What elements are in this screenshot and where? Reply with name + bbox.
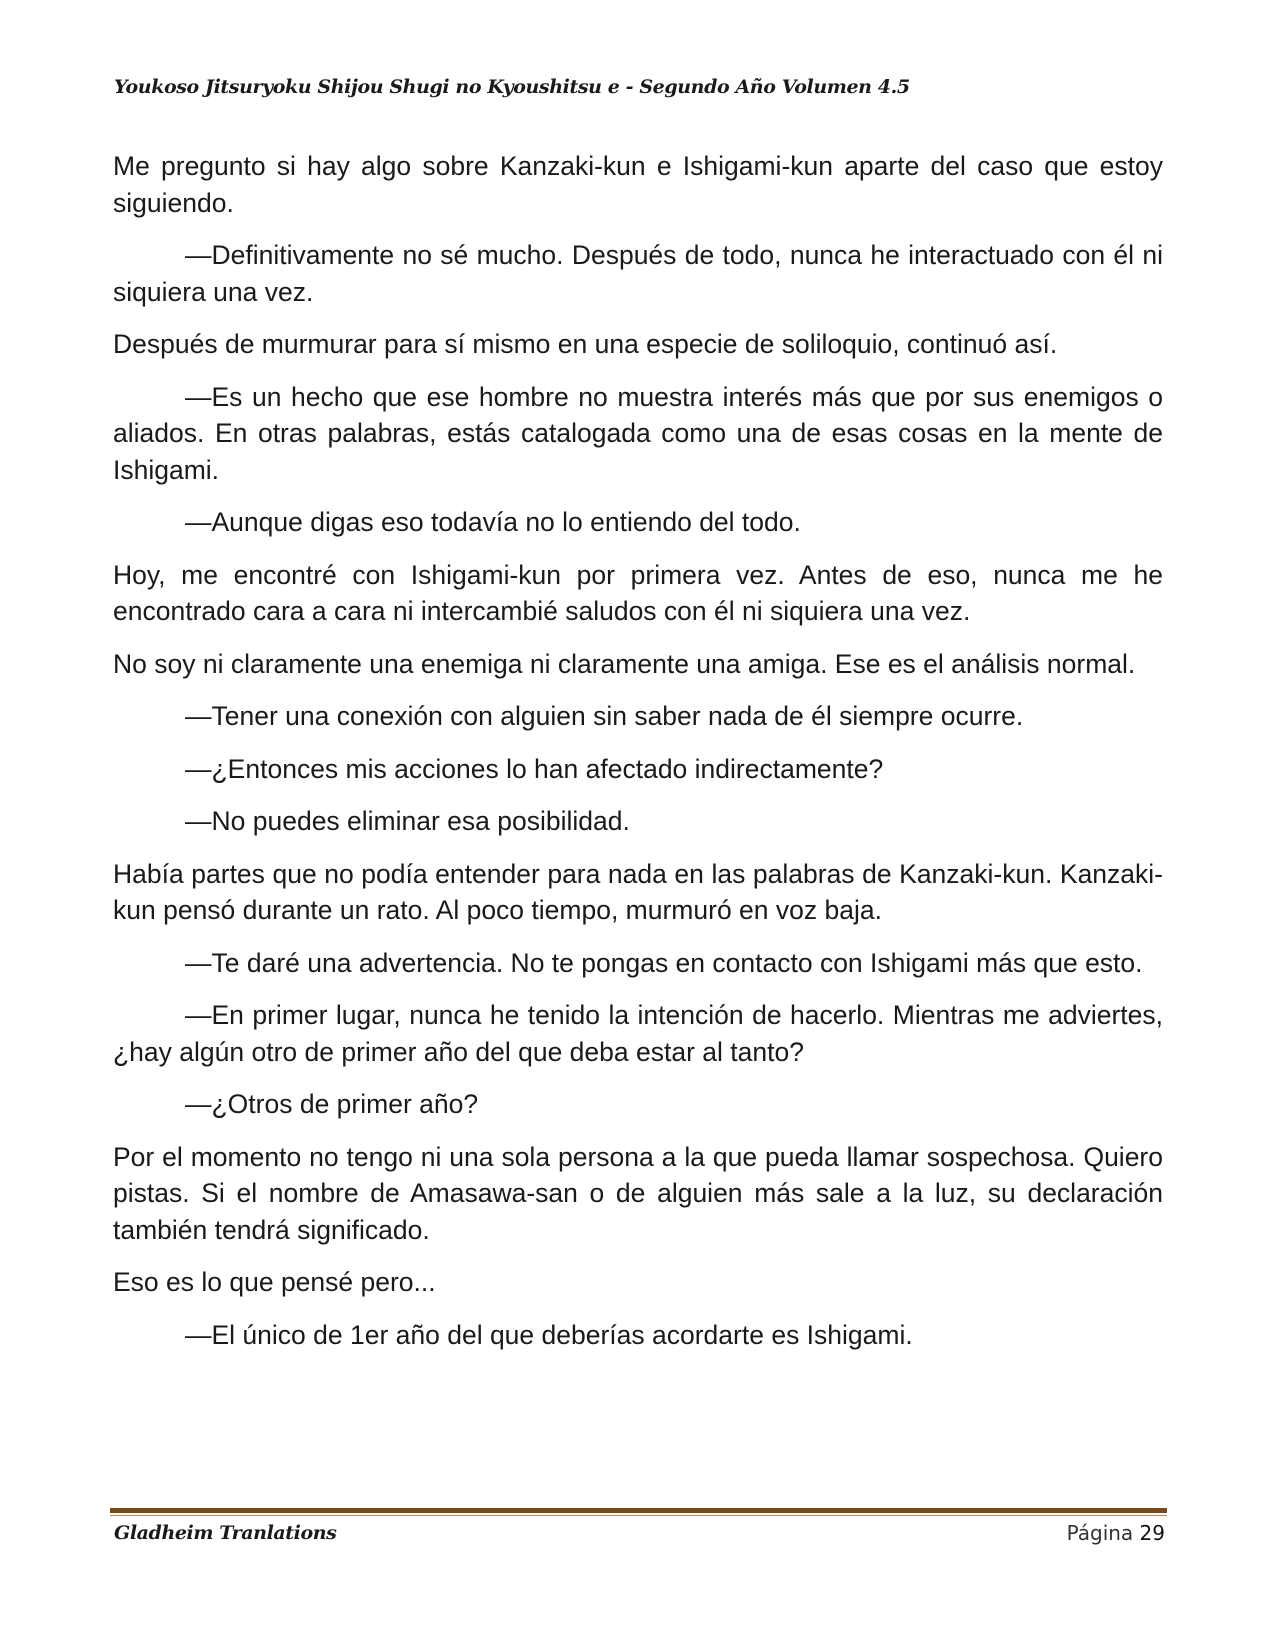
footer-rule-thick xyxy=(110,1508,1167,1513)
paragraph: —Te daré una advertencia. No te pongas en contacto con Ishigami más que esto. xyxy=(185,947,1143,978)
paragraph: Hoy, me encontré con Ishigami-kun por primera vez. Antes de eso, nunca me he encontrado cara a cara ni intercambié saludos con él ni siquiera una vez. xyxy=(113,559,1163,626)
page-label: Página xyxy=(1066,1521,1134,1545)
paragraph: Eso es lo que pensé pero... xyxy=(113,1267,436,1297)
footer-rule xyxy=(110,1508,1167,1516)
running-header: Youkoso Jitsuryoku Shijou Shugi no Kyoushitsu e - Segundo Año Volumen 4.5 xyxy=(114,76,910,98)
paragraph: —En primer lugar, nunca he tenido la intención de hacerlo. Mientras me adviertes, ¿hay algún otro de primer año del que deba estar al tanto? xyxy=(113,1000,1163,1067)
paragraph: No soy ni claramente una enemiga ni claramente una amiga. Ese es el análisis normal. xyxy=(113,648,1136,679)
paragraph: —¿Entonces mis acciones lo han afectado indirectamente? xyxy=(185,753,884,784)
body-text xyxy=(113,148,1163,1369)
paragraph: —Tener una conexión con alguien sin saber nada de él siempre ocurre. xyxy=(185,701,1024,731)
page-number: 29 xyxy=(1139,1521,1165,1545)
paragraph: Por el momento no tengo ni una sola persona a la que pueda llamar sospechosa. Quiero pistas. Si el nombre de Amasawa-san o de alguien más sale a la luz, su declaración también tendrá significado. xyxy=(113,1141,1163,1245)
footer-page xyxy=(1067,1521,1165,1545)
paragraph: Me pregunto si hay algo sobre Kanzaki-kun e Ishigami-kun aparte del caso que estoy siguiendo. xyxy=(113,151,1163,218)
paragraph: Después de murmurar para sí mismo en una especie de soliloquio, continuó así. xyxy=(113,329,1058,359)
paragraph: —No puedes eliminar esa posibilidad. xyxy=(185,806,630,836)
footer-rule-thin xyxy=(110,1515,1167,1516)
paragraph: Había partes que no podía entender para nada en las palabras de Kanzaki-kun. Kanzaki-kun pensó durante un rato. Al poco tiempo, murmuró en voz baja. xyxy=(113,858,1163,925)
paragraph: —¿Otros de primer año? xyxy=(185,1089,479,1119)
paragraph: —Definitivamente no sé mucho. Después de todo, nunca he interactuado con él ni siquiera una vez. xyxy=(113,240,1163,307)
paragraph: —Aunque digas eso todavía no lo entiendo del todo. xyxy=(185,507,801,537)
paragraph: —Es un hecho que ese hombre no muestra interés más que por sus enemigos o aliados. En otras palabras, estás catalogada como una de esas cosas en la mente de Ishigami. xyxy=(113,381,1163,485)
paragraph: —El único de 1er año del que deberías acordarte es Ishigami. xyxy=(185,1319,913,1350)
footer-translator: Gladheim Tranlations xyxy=(114,1522,337,1544)
